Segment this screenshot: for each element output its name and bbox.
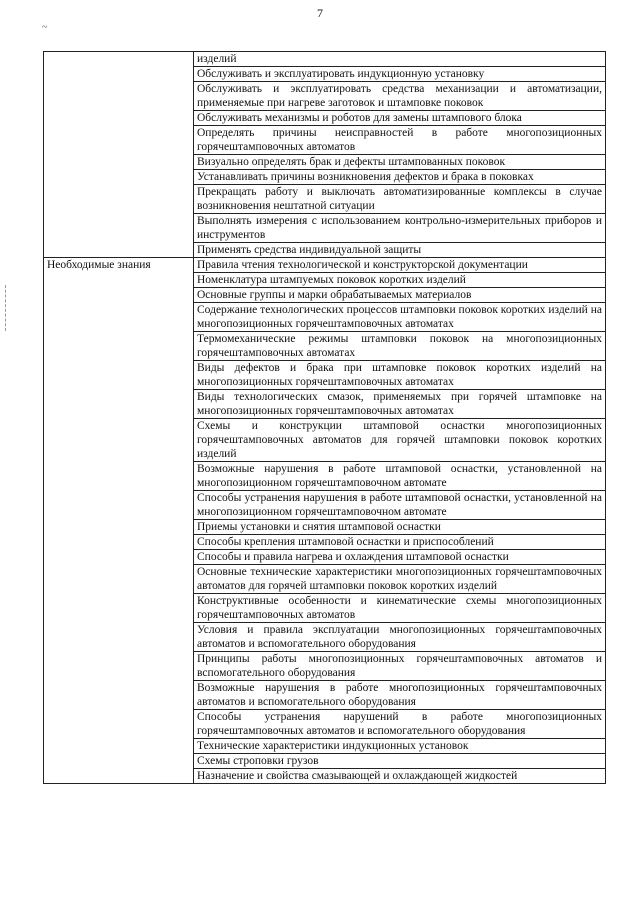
page-number: 7 [317,6,323,20]
skill-item: Обслуживать и эксплуатировать индукционную установку [194,67,606,82]
skill-item: Прекращать работу и выключать автоматизированные комплексы в случае возникновения нештатной ситуации [194,185,606,214]
knowledge-item: Возможные нарушения в работе штамповой оснастки, установленной на многопозиционном горячештамповочном автомате [194,462,606,491]
section-label-knowledge: Необходимые знания [44,258,194,784]
knowledge-item: Условия и правила эксплуатации многопозиционных горячештамповочных автоматов и вспомогательного оборудования [194,623,606,652]
knowledge-item: Основные группы и марки обрабатываемых материалов [194,288,606,303]
competency-table [43,51,606,784]
skill-item: Визуально определять брак и дефекты штампованных поковок [194,155,606,170]
skill-item: Обслуживать и эксплуатировать средства механизации и автоматизации, применяемые при нагреве заготовок и штамповке поковок [194,82,606,111]
table-row [44,258,606,273]
knowledge-item: Технические характеристики индукционных установок [194,739,606,754]
skill-item: Обслуживать механизмы и роботов для замены штампового блока [194,111,606,126]
knowledge-item: Термомеханические режимы штамповки поковок на многопозиционных горячештамповочных автоматах [194,332,606,361]
knowledge-item: Виды дефектов и брака при штамповке поковок коротких изделий на многопозиционных горячештамповочных автоматах [194,361,606,390]
table-row [44,52,606,67]
knowledge-item: Принципы работы многопозиционных горячештамповочных автоматов и вспомогательного оборудования [194,652,606,681]
knowledge-item: Конструктивные особенности и кинематические схемы многопозиционных горячештамповочных автоматов [194,594,606,623]
knowledge-item: Приемы установки и снятия штамповой оснастки [194,520,606,535]
binding-mark [5,285,8,331]
knowledge-item: Возможные нарушения в работе многопозиционных горячештамповочных автоматов и вспомогательного оборудования [194,681,606,710]
knowledge-item: Виды технологических смазок, применяемых при горячей штамповке на многопозиционных горячештамповочных автоматах [194,390,606,419]
knowledge-item: Содержание технологических процессов штамповки поковок коротких изделий на многопозиционных горячештамповочных автоматах [194,303,606,332]
knowledge-item: Номенклатура штампуемых поковок коротких изделий [194,273,606,288]
knowledge-item: Схемы строповки грузов [194,754,606,769]
skill-item: Применять средства индивидуальной защиты [194,243,606,258]
knowledge-item: Схемы и конструкции штамповой оснастки многопозиционных горячештамповочных автоматов для горячей штамповки поковок коротких изделий [194,419,606,462]
knowledge-item: Способы устранения нарушений в работе многопозиционных горячештамповочных автоматов и вспомогательного оборудования [194,710,606,739]
section-label-empty [44,52,194,258]
knowledge-item: Правила чтения технологической и конструкторской документации [194,258,606,273]
skill-item: Устанавливать причины возникновения дефектов и брака в поковках [194,170,606,185]
knowledge-item: Назначение и свойства смазывающей и охлаждающей жидкостей [194,769,606,784]
knowledge-item: Способы устранения нарушения в работе штамповой оснастки, установленной на многопозиционном горячештамповочном автомате [194,491,606,520]
skill-item: Определять причины неисправностей в работе многопозиционных горячештамповочных автоматов [194,126,606,155]
scan-mark: ~ [42,22,48,33]
knowledge-item: Способы крепления штамповой оснастки и приспособлений [194,535,606,550]
knowledge-item: Способы и правила нагрева и охлаждения штамповой оснастки [194,550,606,565]
knowledge-item: Основные технические характеристики многопозиционных горячештамповочных автоматов для горячей штамповки поковок коротких изделий [194,565,606,594]
skill-item: Выполнять измерения с использованием контрольно-измерительных приборов и инструментов [194,214,606,243]
skill-item: изделий [194,52,606,67]
